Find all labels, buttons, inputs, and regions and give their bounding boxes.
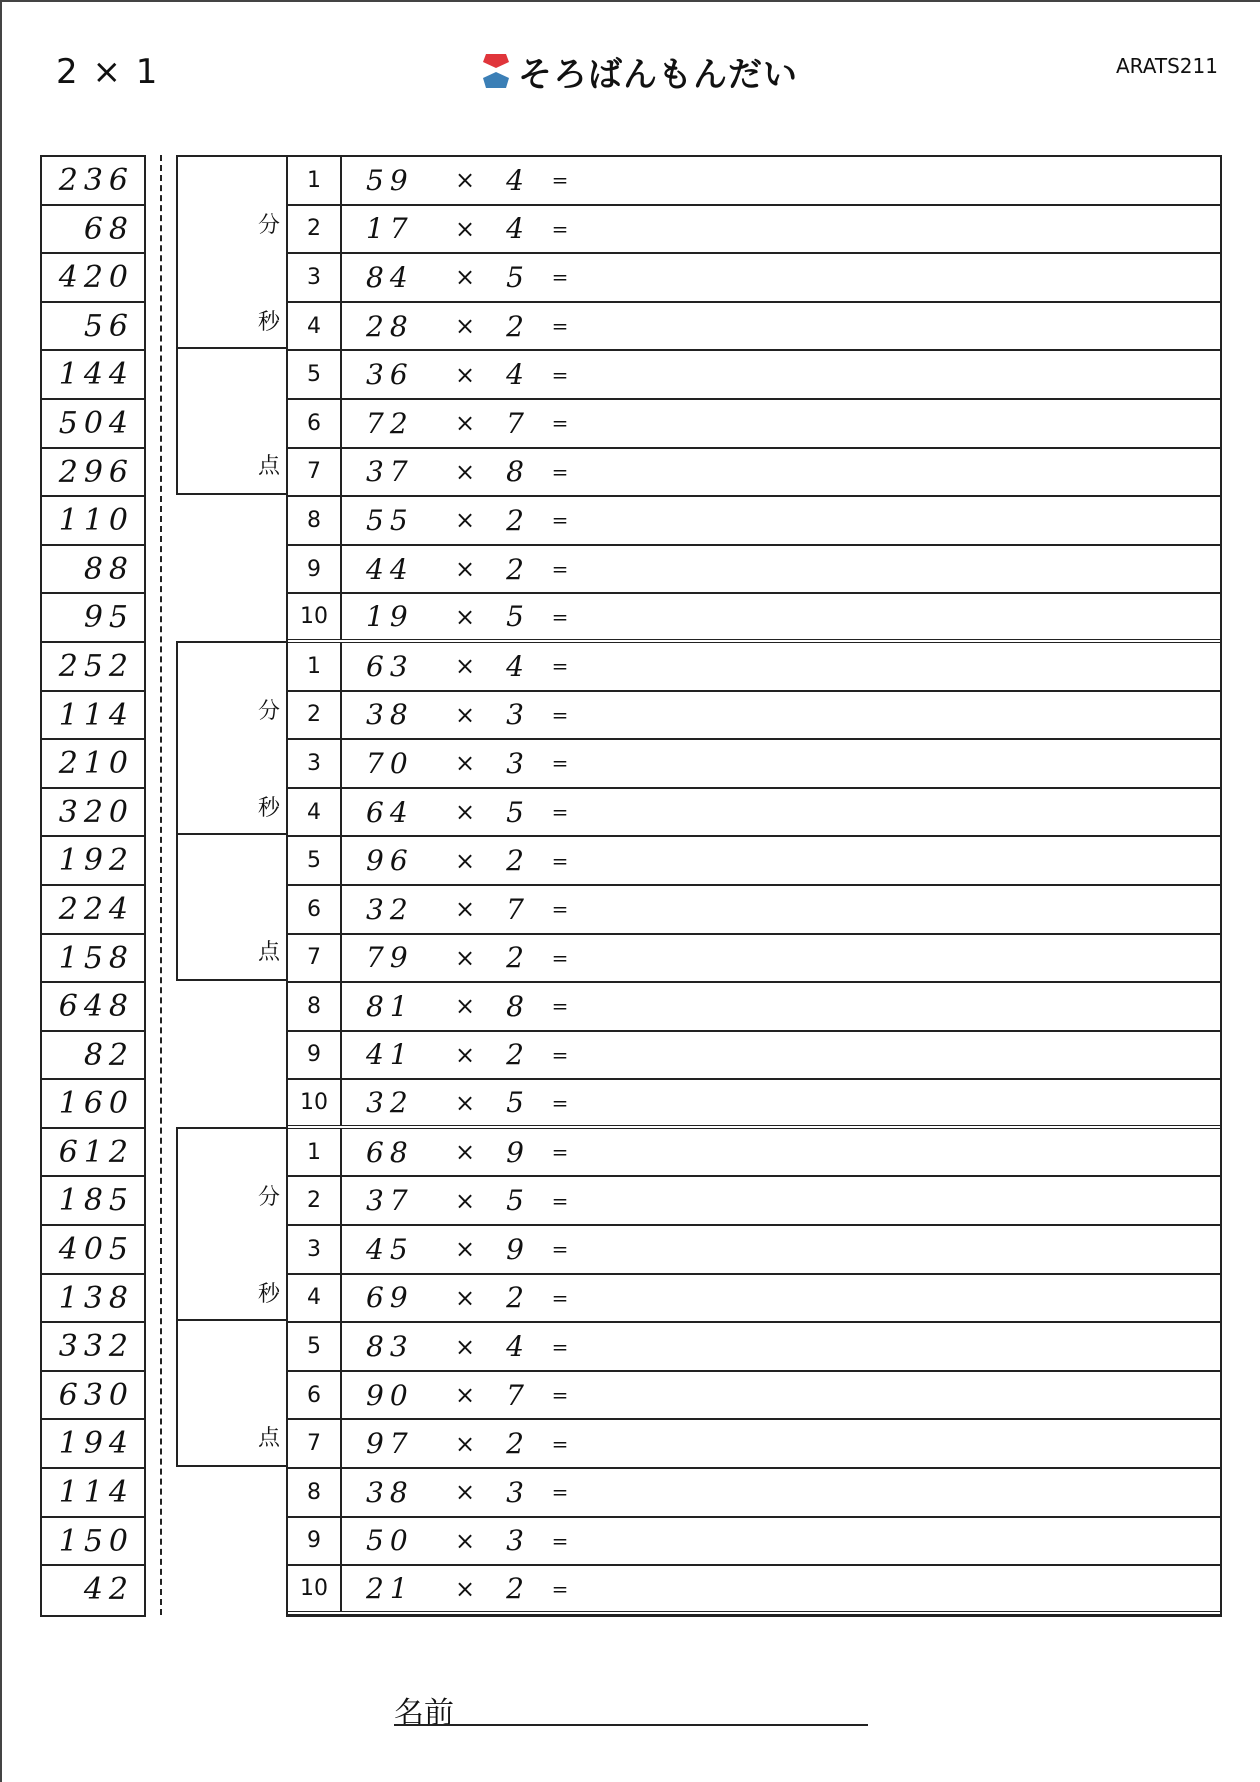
- problem-number: 8: [288, 497, 342, 544]
- multiplier: 9: [506, 1232, 524, 1266]
- multiplier: 8: [506, 989, 524, 1023]
- multiplicand: 79: [366, 941, 414, 975]
- equals-sign: =: [551, 604, 569, 629]
- problem-number: 3: [288, 1226, 342, 1273]
- multiplicand: 68: [366, 1135, 414, 1169]
- score-box[interactable]: [176, 349, 286, 495]
- answer-cell: 405: [42, 1226, 144, 1275]
- multiplier: 3: [506, 698, 524, 732]
- equals-sign: =: [551, 1334, 569, 1359]
- multiplicand: 38: [366, 1475, 414, 1509]
- problem-expression: [342, 844, 580, 877]
- answer-cell: 114: [42, 1469, 144, 1518]
- answer-cell: 185: [42, 1177, 144, 1226]
- problem-row: [288, 837, 1220, 886]
- problem-number: 5: [288, 837, 342, 884]
- problem-expression: [342, 1136, 580, 1169]
- problem-number: 2: [288, 1177, 342, 1224]
- answer-cell: 296: [42, 449, 144, 498]
- problem-number: 7: [288, 935, 342, 982]
- multiplier: 2: [506, 309, 524, 343]
- problem-expression: [342, 1281, 580, 1314]
- problem-row: [288, 594, 1220, 643]
- problem-row: [288, 497, 1220, 546]
- equals-sign: =: [551, 1576, 569, 1601]
- answer-cell: 320: [42, 789, 144, 838]
- problem-number: 6: [288, 1372, 342, 1419]
- times-sign: ×: [454, 749, 476, 778]
- answer-cell: 82: [42, 1032, 144, 1081]
- problem-row: [288, 1080, 1220, 1129]
- logo-mark-icon: [482, 51, 510, 91]
- points-label: 点: [257, 454, 280, 480]
- problem-number: 8: [288, 983, 342, 1030]
- times-sign: ×: [454, 798, 476, 827]
- multiplicand: 41: [366, 1038, 414, 1072]
- times-sign: ×: [454, 1478, 476, 1507]
- answer-cell: 630: [42, 1372, 144, 1421]
- multiplicand: 45: [366, 1232, 414, 1266]
- problem-row: [288, 740, 1220, 789]
- problem-expression: [342, 941, 580, 974]
- problem-row: [288, 1226, 1220, 1275]
- problem-number: 10: [288, 1080, 342, 1125]
- problem-number: 5: [288, 351, 342, 398]
- multiplier: 2: [506, 1427, 524, 1461]
- problem-row: [288, 546, 1220, 595]
- answer-cell: 138: [42, 1275, 144, 1324]
- problem-row: [288, 1177, 1220, 1226]
- problem-expression: [342, 504, 580, 537]
- seconds-label: 秒: [257, 796, 280, 822]
- problem-number: 1: [288, 643, 342, 690]
- multiplier: 5: [506, 600, 524, 634]
- problem-expression: [342, 310, 580, 343]
- problem-expression: [342, 1086, 580, 1119]
- problem-row: [288, 351, 1220, 400]
- problem-number: 9: [288, 1518, 342, 1565]
- multiplier: 2: [506, 941, 524, 975]
- answer-cell: 56: [42, 303, 144, 352]
- problem-expression: [342, 600, 580, 633]
- problem-expression: [342, 553, 580, 586]
- equals-sign: =: [551, 1140, 569, 1165]
- problem-row: [288, 692, 1220, 741]
- answer-cell: 252: [42, 643, 144, 692]
- problem-expression: [342, 1233, 580, 1266]
- multiplier: 3: [506, 746, 524, 780]
- problem-number: 5: [288, 1323, 342, 1370]
- multiplicand: 90: [366, 1378, 414, 1412]
- problem-row: [288, 303, 1220, 352]
- times-sign: ×: [454, 1088, 476, 1117]
- equals-sign: =: [551, 897, 569, 922]
- multiplicand: 17: [366, 212, 414, 246]
- problem-number: 9: [288, 1032, 342, 1079]
- problem-expression: [342, 358, 580, 391]
- problem-number: 10: [288, 594, 342, 639]
- problem-expression: [342, 650, 580, 683]
- problem-row: [288, 400, 1220, 449]
- problem-row: [288, 1518, 1220, 1567]
- problem-expression: [342, 407, 580, 440]
- times-sign: ×: [454, 895, 476, 924]
- times-sign: ×: [454, 360, 476, 389]
- answer-cell: 194: [42, 1420, 144, 1469]
- answer-cell: 192: [42, 837, 144, 886]
- problem-expression: [342, 212, 580, 245]
- equals-sign: =: [551, 508, 569, 533]
- times-sign: ×: [454, 1526, 476, 1555]
- equals-sign: =: [551, 994, 569, 1019]
- problem-expression: [342, 1379, 580, 1412]
- multiplier: 7: [506, 892, 524, 926]
- times-sign: ×: [454, 214, 476, 243]
- problem-row: [288, 449, 1220, 498]
- times-sign: ×: [454, 1429, 476, 1458]
- multiplicand: 81: [366, 989, 414, 1023]
- problem-expression: [342, 1330, 580, 1363]
- name-field[interactable]: [394, 1724, 868, 1726]
- equals-sign: =: [551, 751, 569, 776]
- answer-cell: 42: [83, 1572, 134, 1608]
- answer-cell: 420: [42, 254, 144, 303]
- problem-row: [288, 1323, 1220, 1372]
- equals-sign: =: [551, 265, 569, 290]
- answer-cell: 114: [42, 692, 144, 741]
- points-label: 点: [257, 1426, 280, 1452]
- problem-row: [288, 254, 1220, 303]
- problem-row: [288, 789, 1220, 838]
- equals-sign: =: [551, 459, 569, 484]
- multiplier: 2: [506, 1038, 524, 1072]
- multiplicand: 64: [366, 795, 414, 829]
- multiplier: 4: [506, 212, 524, 246]
- problem-number: 3: [288, 740, 342, 787]
- times-sign: ×: [454, 652, 476, 681]
- times-sign: ×: [454, 457, 476, 486]
- equals-sign: =: [551, 1042, 569, 1067]
- answer-cell: 95: [42, 594, 144, 643]
- multiplicand: 44: [366, 552, 414, 586]
- multiplier: 4: [506, 1330, 524, 1364]
- problem-expression: [342, 164, 580, 197]
- worksheet-code: ARATS211: [1116, 54, 1218, 78]
- time-box[interactable]: [176, 641, 286, 835]
- problem-number: 4: [288, 1275, 342, 1322]
- problem-row: [288, 1420, 1220, 1469]
- equals-sign: =: [551, 702, 569, 727]
- multiplicand: 59: [366, 163, 414, 197]
- times-sign: ×: [454, 1574, 476, 1603]
- equals-sign: =: [551, 1090, 569, 1115]
- problem-expression: [342, 455, 580, 488]
- multiplier: 4: [506, 163, 524, 197]
- multiplier: 2: [506, 503, 524, 537]
- problem-row: [288, 206, 1220, 255]
- problem-expression: [342, 893, 580, 926]
- equals-sign: =: [551, 411, 569, 436]
- problem-number: 9: [288, 546, 342, 593]
- times-sign: ×: [454, 1332, 476, 1361]
- problem-number: 4: [288, 303, 342, 350]
- problem-row: [288, 983, 1220, 1032]
- problem-row: [288, 886, 1220, 935]
- problem-row: [288, 935, 1220, 984]
- name-label: 名前: [394, 1696, 454, 1731]
- score-box[interactable]: [176, 1321, 286, 1467]
- equals-sign: =: [551, 1528, 569, 1553]
- equals-sign: =: [551, 848, 569, 873]
- problem-number: 4: [288, 789, 342, 836]
- times-sign: ×: [454, 506, 476, 535]
- multiplier: 2: [506, 1281, 524, 1315]
- multiplicand: 38: [366, 698, 414, 732]
- multiplier: 2: [506, 1572, 524, 1606]
- multiplicand: 55: [366, 503, 414, 537]
- multiplier: 4: [506, 649, 524, 683]
- answer-cell: 504: [42, 400, 144, 449]
- times-sign: ×: [454, 1138, 476, 1167]
- multiplicand: 70: [366, 746, 414, 780]
- multiplier: 3: [506, 1475, 524, 1509]
- multiplier: 5: [506, 1184, 524, 1218]
- multiplier: 8: [506, 455, 524, 489]
- multiplier: 3: [506, 1524, 524, 1558]
- problem-number: 8: [288, 1469, 342, 1516]
- multiplicand: 19: [366, 600, 414, 634]
- answer-cell: 68: [42, 206, 144, 255]
- problem-expression: [342, 796, 580, 829]
- answer-cell: 332: [42, 1323, 144, 1372]
- times-sign: ×: [454, 943, 476, 972]
- multiplier: 4: [506, 358, 524, 392]
- answer-cell: 150: [42, 1518, 144, 1567]
- times-sign: ×: [454, 263, 476, 292]
- problem-number: 7: [288, 449, 342, 496]
- answer-cell: 648: [42, 983, 144, 1032]
- answer-cell: 144: [42, 351, 144, 400]
- equals-sign: =: [551, 1188, 569, 1213]
- answer-column: [40, 155, 146, 1617]
- multiplicand: 69: [366, 1281, 414, 1315]
- times-sign: ×: [454, 1186, 476, 1215]
- problem-number: 1: [288, 157, 342, 204]
- times-sign: ×: [454, 555, 476, 584]
- problem-row: [288, 1469, 1220, 1518]
- multiplicand: 36: [366, 358, 414, 392]
- problem-expression: [342, 990, 580, 1023]
- answer-cell: 224: [42, 886, 144, 935]
- multiplier: 2: [506, 552, 524, 586]
- minutes-label: 分: [257, 1185, 280, 1211]
- answer-cell: 236: [42, 157, 144, 206]
- multiplicand: 32: [366, 892, 414, 926]
- logo: [482, 48, 798, 94]
- times-sign: ×: [454, 1283, 476, 1312]
- problem-row: [288, 1275, 1220, 1324]
- problem-number: 6: [288, 886, 342, 933]
- multiplicand: 37: [366, 455, 414, 489]
- problem-expression: [342, 261, 580, 294]
- times-sign: ×: [454, 602, 476, 631]
- multiplicand: 21: [366, 1572, 414, 1606]
- times-sign: ×: [454, 992, 476, 1021]
- problem-row: [288, 1129, 1220, 1178]
- times-sign: ×: [454, 409, 476, 438]
- problem-expression: [342, 1524, 580, 1557]
- answer-cell: 160: [42, 1080, 144, 1129]
- multiplicand: 97: [366, 1427, 414, 1461]
- multiplicand: 50: [366, 1524, 414, 1558]
- time-box[interactable]: [176, 1127, 286, 1321]
- time-box[interactable]: [176, 155, 286, 349]
- multiplicand: 84: [366, 260, 414, 294]
- problem-expression: [342, 1427, 580, 1460]
- set-label: 2 × 1: [56, 52, 160, 92]
- equals-sign: =: [551, 216, 569, 241]
- equals-sign: =: [551, 557, 569, 582]
- problem-row: [288, 157, 1220, 206]
- answer-cell: 210: [42, 740, 144, 789]
- problem-expression: [342, 1038, 580, 1071]
- times-sign: ×: [454, 700, 476, 729]
- answer-cell: 88: [42, 546, 144, 595]
- multiplier: 2: [506, 844, 524, 878]
- equals-sign: =: [551, 1431, 569, 1456]
- multiplicand: 83: [366, 1330, 414, 1364]
- problem-number: 3: [288, 254, 342, 301]
- equals-sign: =: [551, 1237, 569, 1262]
- minutes-label: 分: [257, 699, 280, 725]
- multiplicand: 28: [366, 309, 414, 343]
- times-sign: ×: [454, 166, 476, 195]
- multiplier: 7: [506, 1378, 524, 1412]
- seconds-label: 秒: [257, 1282, 280, 1308]
- equals-sign: =: [551, 1383, 569, 1408]
- equals-sign: =: [551, 362, 569, 387]
- answer-cell: 110: [42, 497, 144, 546]
- multiplicand: 32: [366, 1086, 414, 1120]
- points-label: 点: [257, 940, 280, 966]
- problem-number: 10: [288, 1566, 342, 1611]
- problem-expression: [342, 1476, 580, 1509]
- problem-row: [288, 1032, 1220, 1081]
- problem-row: [288, 1566, 1220, 1615]
- times-sign: ×: [454, 312, 476, 341]
- multiplier: 5: [506, 260, 524, 294]
- problem-number: 6: [288, 400, 342, 447]
- multiplier: 5: [506, 1086, 524, 1120]
- equals-sign: =: [551, 945, 569, 970]
- problem-number: 1: [288, 1129, 342, 1176]
- problem-expression: [342, 1184, 580, 1217]
- times-sign: ×: [454, 1381, 476, 1410]
- multiplicand: 37: [366, 1184, 414, 1218]
- multiplicand: 96: [366, 844, 414, 878]
- times-sign: ×: [454, 1235, 476, 1264]
- score-box[interactable]: [176, 835, 286, 981]
- problem-expression: [342, 698, 580, 731]
- equals-sign: =: [551, 168, 569, 193]
- equals-sign: =: [551, 314, 569, 339]
- equals-sign: =: [551, 654, 569, 679]
- problem-number: 2: [288, 206, 342, 253]
- multiplicand: 63: [366, 649, 414, 683]
- multiplicand: 72: [366, 406, 414, 440]
- problem-row: [288, 643, 1220, 692]
- minutes-label: 分: [257, 213, 280, 239]
- times-sign: ×: [454, 1040, 476, 1069]
- answer-cell: 158: [42, 935, 144, 984]
- multiplier: 9: [506, 1135, 524, 1169]
- problem-grid: [286, 155, 1222, 1617]
- problem-expression: [342, 747, 580, 780]
- equals-sign: =: [551, 1480, 569, 1505]
- problem-row: [288, 1372, 1220, 1421]
- problem-expression: [342, 1572, 580, 1605]
- equals-sign: =: [551, 1285, 569, 1310]
- multiplier: 7: [506, 406, 524, 440]
- times-sign: ×: [454, 846, 476, 875]
- equals-sign: =: [551, 800, 569, 825]
- cut-line: [160, 155, 162, 1615]
- multiplier: 5: [506, 795, 524, 829]
- logo-text: そろばんもんだい: [518, 54, 798, 95]
- problem-number: 7: [288, 1420, 342, 1467]
- seconds-label: 秒: [257, 310, 280, 336]
- problem-number: 2: [288, 692, 342, 739]
- answer-cell: 612: [42, 1129, 144, 1178]
